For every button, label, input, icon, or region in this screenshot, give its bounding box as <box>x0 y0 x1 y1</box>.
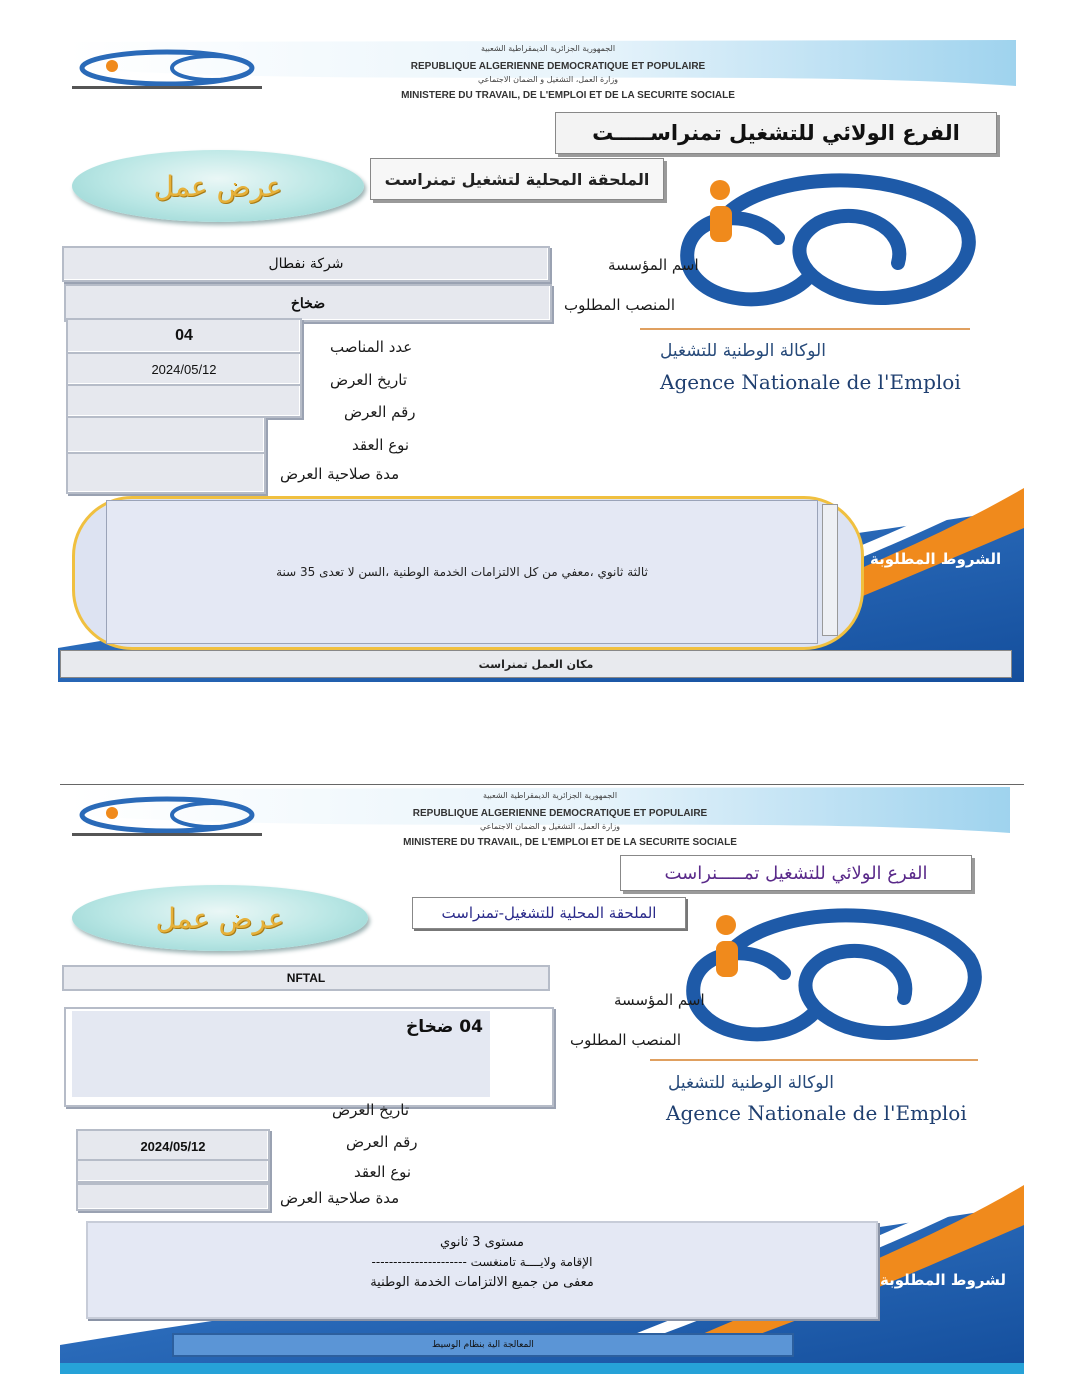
agency-name-fr: Agence Nationale de l'Emploi <box>666 1101 967 1125</box>
position-label: المنصب المطلوب <box>570 1031 681 1049</box>
header-republic-fr: REPUBLIQUE ALGERIENNE DEMOCRATIQUE ET POPULAIRE <box>410 61 706 72</box>
count-field[interactable]: 04 <box>66 318 302 354</box>
validity-label: مدة صلاحية العرض <box>280 1189 400 1207</box>
annex-title-text: الملحقة المحلية لتشغيل تمنراست <box>384 169 650 189</box>
offer-badge-text: عرض عمل <box>153 169 283 203</box>
company-field[interactable]: شركة نفطال <box>62 246 550 282</box>
header-ministry-ar: وزارة العمل، التشغيل و الضمان الاجتماعي <box>477 75 619 84</box>
header-ministry-fr: MINISTERE DU TRAVAIL, DE L'EMPLOI ET DE LA SECURITE SOCIALE <box>403 837 737 848</box>
anem-small-logo-icon <box>72 793 262 841</box>
header-republic-ar: الجمهورية الجزائرية الديمقراطية الشعبية <box>480 44 616 53</box>
workplace-bar <box>60 650 1012 678</box>
header-republic-ar: الجمهورية الجزائرية الديمقراطية الشعبية <box>482 791 618 800</box>
offer-number-field[interactable] <box>66 384 302 418</box>
count-label: عدد المناصب <box>330 338 413 356</box>
footer-bar <box>172 1333 794 1357</box>
offer-number-field[interactable] <box>76 1159 270 1183</box>
conditions-line-3: معفى من جميع الالتزامات الخدمة الوطنية <box>370 1275 594 1290</box>
conditions-text: ثالثة ثانوي ،معفي من كل الالتزامات الخدمة الوطنية ،السن لا تعدى 35 سنة <box>276 565 648 579</box>
agency-name-ar: الوكالة الوطنية للتشغيل <box>668 1073 834 1093</box>
conditions-label: الشروط المطلوبة <box>870 550 1002 568</box>
branch-title-text: الفرع الولائي للتشغيل تمنراســـــت <box>592 121 960 145</box>
company-label: اسم المؤسسة <box>608 256 699 274</box>
job-offer-1 <box>58 38 1024 682</box>
conditions-box[interactable] <box>106 500 818 644</box>
date-label-partial: تاريخ العرض <box>332 1101 409 1119</box>
header-ministry-ar: وزارة العمل، التشغيل و الضمان الاجتماعي <box>479 822 621 831</box>
header-ministry-fr: MINISTERE DU TRAVAIL, DE L'EMPLOI ET DE LA SECURITE SOCIALE <box>401 90 735 101</box>
anem-logo-icon <box>658 168 978 318</box>
position-label: المنصب المطلوب <box>564 296 675 314</box>
agency-divider <box>650 1059 978 1061</box>
annex-title <box>412 897 686 929</box>
branch-title <box>620 855 972 891</box>
branch-title-text: الفرع الولائي للتشغيل تمـــــنراست <box>664 862 928 884</box>
branch-title <box>555 112 997 154</box>
offer-number-label: رقم العرض <box>346 1133 418 1151</box>
annex-title-text: الملحقة المحلية للتشغيل-تمنراست <box>441 904 657 922</box>
offer-badge-text: عرض عمل <box>155 901 285 935</box>
company-field[interactable]: NFTAL <box>62 965 550 991</box>
agency-divider <box>640 328 970 330</box>
workplace-text: مكان العمل تمنراست <box>478 657 594 671</box>
agency-name-fr: Agence Nationale de l'Emploi <box>660 370 961 394</box>
conditions-line-2: الإقامة ولايــــة تامنغست ---------------------- <box>371 1255 593 1269</box>
annex-title <box>370 158 664 200</box>
validity-field[interactable] <box>66 452 266 494</box>
conditions-label: لشروط المطلوبة <box>880 1271 1007 1289</box>
footer-text: المعالجة الية بنظام الوسيط <box>432 1340 534 1350</box>
conditions-line-1: مستوى 3 ثانوي <box>439 1235 525 1250</box>
conditions-scrollbar[interactable] <box>822 504 838 636</box>
contract-type-label: نوع العقد <box>354 1163 412 1181</box>
contract-type-label: نوع العقد <box>352 436 410 454</box>
date-field[interactable]: 2024/05/12 <box>66 352 302 386</box>
validity-label: مدة صلاحية العرض <box>280 465 400 483</box>
header-republic-fr: REPUBLIQUE ALGERIENNE DEMOCRATIQUE ET POPULAIRE <box>412 808 708 819</box>
anem-small-logo-icon <box>72 46 262 94</box>
offer-badge <box>72 150 364 222</box>
date-field[interactable]: 2024/05/12 <box>76 1129 270 1163</box>
agency-name-ar: الوكالة الوطنية للتشغيل <box>660 341 826 361</box>
position-field[interactable]: ضخاخ <box>64 284 552 322</box>
company-label: اسم المؤسسة <box>614 991 705 1009</box>
offer-number-label: رقم العرض <box>344 403 416 421</box>
validity-field[interactable] <box>76 1183 270 1211</box>
position-text: 04 ضخاخ <box>406 1017 483 1037</box>
contract-type-field[interactable] <box>66 416 266 454</box>
job-offer-2 <box>60 784 1024 1374</box>
conditions-box[interactable] <box>86 1221 878 1319</box>
date-label: تاريخ العرض <box>330 371 407 389</box>
anem-logo-icon <box>664 903 984 1053</box>
offer-badge <box>72 885 368 951</box>
